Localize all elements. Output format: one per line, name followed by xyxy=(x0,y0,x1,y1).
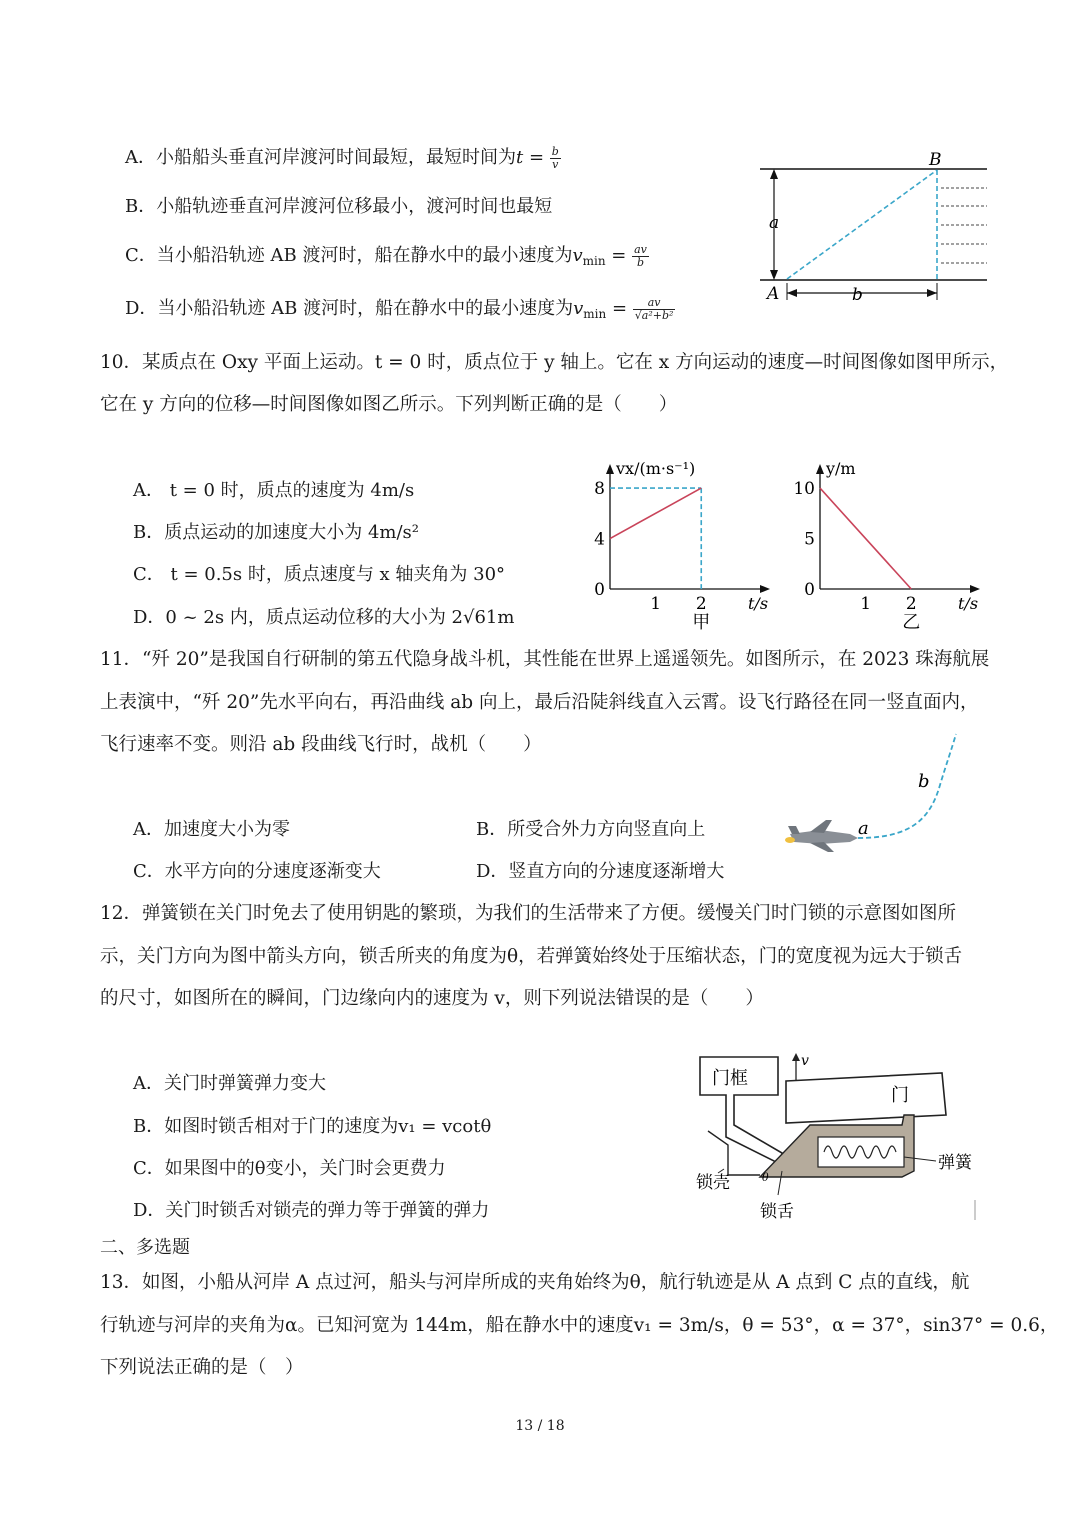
q12-stem-line1: 12．弹簧锁在关门时免去了使用钥匙的繁琐，为我们的生活带来了方便。缓慢关门时门锁的示意图如图所 xyxy=(100,903,957,924)
yi-x-arrow xyxy=(970,585,980,593)
jia-x-arrow xyxy=(760,585,770,593)
q10-option-b: B．质点运动的加速度大小为 4m/s² xyxy=(133,522,419,543)
q11-option-b: B．所受合外力方向竖直向上 xyxy=(476,819,706,840)
q11-option-c: C．水平方向的分速度逐渐变大 xyxy=(133,861,381,882)
q10-stem-line2: 它在 y 方向的位移—时间图像如图乙所示。下列判断正确的是（ ） xyxy=(100,394,678,415)
door-frame-label: 门框 xyxy=(712,1068,748,1089)
current-lines xyxy=(941,188,987,263)
q9-option-c: C．当小船沿轨迹 AB 渡河时，船在静水中的最小速度为$v_{min}$ = $\frac{av}{b}$ xyxy=(125,242,647,269)
q11-option-d: D．竖直方向的分速度逐渐增大 xyxy=(476,861,725,882)
label-b: b xyxy=(918,771,930,792)
jia-ylabel: vx/(m·s⁻¹) xyxy=(616,459,696,478)
q9-option-d: D．当小船沿轨迹 AB 渡河时，船在静水中的最小速度为$v_{min}$ = $\frac{av}{\text{√a²+b²}}$ xyxy=(125,295,674,322)
yi-y-arrow xyxy=(816,464,824,474)
q11-option-a: A．加速度大小为零 xyxy=(133,819,290,840)
q12-option-a: A．关门时弹簧弹力变大 xyxy=(133,1073,326,1094)
shell-label: 锁壳 xyxy=(696,1173,730,1193)
yi-ytick-10: 10 xyxy=(793,479,815,500)
label-A: A xyxy=(767,284,780,304)
q12-stem-line2: 示，关门方向为图中箭头方向，锁舌所夹的角度为θ，若弹簧始终处于压缩状态，门的宽度视为远大于锁舌 xyxy=(100,946,963,967)
jia-ytick-8: 8 xyxy=(594,479,605,500)
tongue-label: 锁舌 xyxy=(760,1202,794,1222)
yi-series-line xyxy=(820,488,911,589)
chart-jia xyxy=(585,440,785,635)
yi-xlabel: t/s xyxy=(958,594,979,613)
q12-lock-figure xyxy=(690,1045,985,1225)
jia-caption: 甲 xyxy=(692,612,711,633)
q11-stem-line2: 上表演中，“歼 20”先水平向右，再沿曲线 ab 向上，最后沿陡斜线直入云霄。设飞行路径在同一竖直面内， xyxy=(100,692,979,713)
yi-ytick-5: 5 xyxy=(804,529,815,550)
q12-option-c: C．如果图中的θ变小，关门时会更费力 xyxy=(133,1158,446,1179)
yi-ytick-0: 0 xyxy=(804,580,815,600)
q9-river-figure xyxy=(755,145,995,310)
door xyxy=(786,1073,946,1123)
jia-ytick-4: 4 xyxy=(594,529,605,550)
q10-option-a: A． t = 0 时，质点的速度为 4m/s xyxy=(133,480,415,501)
jia-series-line xyxy=(610,488,701,538)
yi-caption: 乙 xyxy=(902,612,921,633)
label-a: a xyxy=(858,818,869,839)
spring-label: 弹簧 xyxy=(938,1153,972,1173)
yi-ylabel: y/m xyxy=(826,459,856,478)
q9-option-a: A．小船船头垂直河岸渡河时间最短，最短时间为t = $\frac{b}{v}$ xyxy=(125,144,559,171)
door-label: 门 xyxy=(891,1085,909,1106)
chart-yi xyxy=(780,440,990,635)
jia-ytick-0: 0 xyxy=(594,580,605,600)
section-title-multi-choice: 二、多选题 xyxy=(100,1237,190,1258)
label-a: a xyxy=(769,213,780,233)
label-B: B xyxy=(929,150,942,170)
q11-jet-figure xyxy=(780,730,980,860)
q13-stem-line1: 13．如图，小船从河岸 A 点过河，船头与河岸所成的夹角始终为θ，航行轨迹是从 A 点到 C 点的直线，航 xyxy=(100,1272,970,1293)
jia-xtick-2: 2 xyxy=(695,594,707,614)
yi-xtick-2: 2 xyxy=(905,594,917,614)
jia-y-arrow xyxy=(606,464,614,474)
theta-label: θ xyxy=(762,1171,769,1184)
q10-option-d: D．0 ~ 2s 内，质点运动位移的大小为 2√61m xyxy=(133,607,515,628)
q12-option-d: D．关门时锁舌对锁壳的弹力等于弹簧的弹力 xyxy=(133,1200,490,1221)
velocity-label: v xyxy=(801,1053,809,1069)
flight-path xyxy=(858,734,956,838)
q13-stem-line2: 行轨迹与河岸的夹角为α。已知河宽为 144m，船在静水中的速度v₁ = 3m/s，θ = 53°，α = 37°，sin37° = 0.6， xyxy=(100,1315,1059,1336)
jia-xlabel: t/s xyxy=(748,594,769,613)
label-b: b xyxy=(852,285,863,305)
trajectory-ab xyxy=(787,170,937,279)
q11-stem-line3: 飞行速率不变。则沿 ab 段曲线飞行时，战机（ ） xyxy=(100,734,542,755)
q9-option-b: B．小船轨迹垂直河岸渡河位移最小，渡河时间也最短 xyxy=(125,196,553,217)
q12-stem-line3: 的尺寸，如图所在的瞬间，门边缘向内的速度为 v，则下列说法错误的是（ ） xyxy=(100,988,764,1009)
q12-option-b: B．如图时锁舌相对于门的速度为v₁ = vcotθ xyxy=(133,1116,492,1137)
yi-xtick-1: 1 xyxy=(860,594,872,614)
q13-stem-line3: 下列说法正确的是（ ） xyxy=(100,1357,304,1378)
q11-stem-line1: 11．“歼 20”是我国自行研制的第五代隐身战斗机，其性能在世界上遥遥领先。如图所示，在 2023 珠海航展 xyxy=(100,649,990,670)
jia-xtick-1: 1 xyxy=(650,594,662,614)
q10-option-c: C． t = 0.5s 时，质点速度与 x 轴夹角为 30° xyxy=(133,564,506,585)
jet-icon xyxy=(785,820,858,852)
page-number: 13 / 18 xyxy=(515,1418,565,1434)
q10-stem-line1: 10．某质点在 Oxy 平面上运动。t = 0 时，质点位于 y 轴上。它在 x 方向运动的速度—时间图像如图甲所示， xyxy=(100,352,1009,373)
